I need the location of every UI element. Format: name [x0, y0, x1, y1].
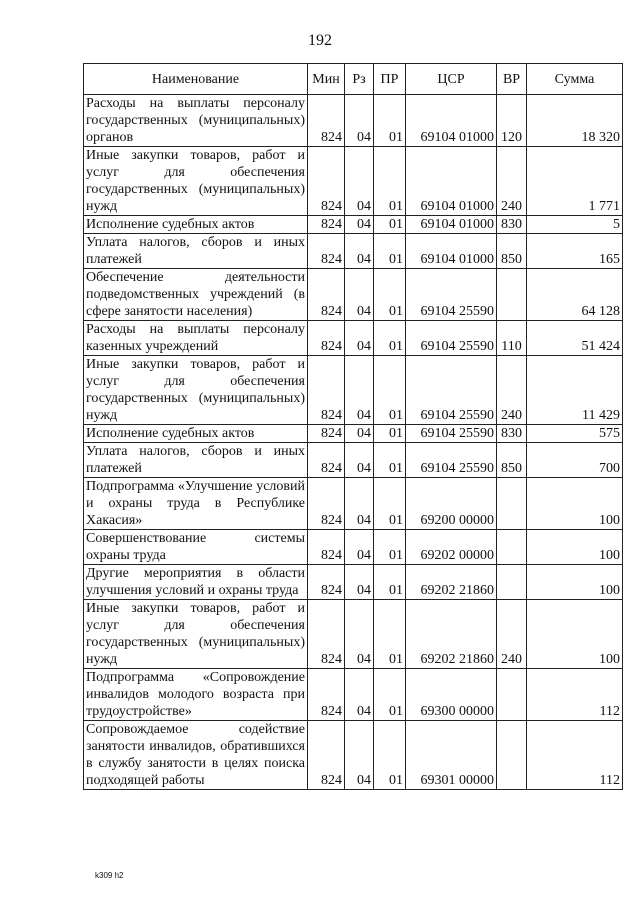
row-vr: 240 — [497, 600, 527, 669]
page-number: 192 — [308, 32, 332, 49]
row-csr: 69104 01000 — [406, 216, 497, 234]
row-rz: 04 — [345, 721, 374, 790]
row-min: 824 — [308, 216, 345, 234]
row-pr: 01 — [374, 443, 406, 478]
row-min: 824 — [308, 321, 345, 356]
row-sum: 5 — [527, 216, 623, 234]
row-name: Уплата налогов, сборов и иных платежей — [84, 443, 308, 478]
table-row — [84, 530, 623, 565]
table-row — [84, 234, 623, 269]
row-min: 824 — [308, 269, 345, 321]
row-min: 824 — [308, 530, 345, 565]
row-min: 824 — [308, 478, 345, 530]
row-pr: 01 — [374, 721, 406, 790]
row-sum: 100 — [527, 565, 623, 600]
row-sum: 100 — [527, 478, 623, 530]
row-min: 824 — [308, 147, 345, 216]
row-rz: 04 — [345, 600, 374, 669]
row-vr: 110 — [497, 321, 527, 356]
row-name: Обеспечение деятельности подведомственных учреждений (в сфере занятости населения) — [84, 269, 308, 321]
row-csr: 69104 25590 — [406, 269, 497, 321]
row-rz: 04 — [345, 565, 374, 600]
row-name: Исполнение судебных актов — [84, 425, 308, 443]
row-pr: 01 — [374, 147, 406, 216]
row-min: 824 — [308, 600, 345, 669]
row-rz: 04 — [345, 425, 374, 443]
row-sum: 100 — [527, 530, 623, 565]
row-sum: 700 — [527, 443, 623, 478]
row-rz: 04 — [345, 530, 374, 565]
row-vr — [497, 478, 527, 530]
row-vr: 830 — [497, 425, 527, 443]
row-csr: 69104 25590 — [406, 356, 497, 425]
footer-code: k309 h2 — [95, 871, 124, 880]
table-row — [84, 600, 623, 669]
row-csr: 69202 21860 — [406, 600, 497, 669]
row-name: Подпрограмма «Улучшение условий и охраны труда в Республике Хакасия» — [84, 478, 308, 530]
row-vr: 240 — [497, 147, 527, 216]
row-name: Иные закупки товаров, работ и услуг для обеспечения государственных (муниципальных) нужд — [84, 600, 308, 669]
row-name: Другие мероприятия в области улучшения условий и охраны труда — [84, 565, 308, 600]
row-pr: 01 — [374, 478, 406, 530]
table-row — [84, 269, 623, 321]
column-header-csr: ЦСР — [406, 64, 497, 95]
row-csr: 69104 01000 — [406, 147, 497, 216]
row-sum: 1 771 — [527, 147, 623, 216]
table-row — [84, 425, 623, 443]
row-rz: 04 — [345, 269, 374, 321]
row-csr: 69104 01000 — [406, 234, 497, 269]
row-sum: 64 128 — [527, 269, 623, 321]
row-pr: 01 — [374, 530, 406, 565]
row-pr: 01 — [374, 216, 406, 234]
row-csr: 69104 25590 — [406, 321, 497, 356]
column-header-min: Мин — [308, 64, 345, 95]
row-vr — [497, 721, 527, 790]
table-row — [84, 321, 623, 356]
row-min: 824 — [308, 669, 345, 721]
row-pr: 01 — [374, 95, 406, 147]
row-sum: 18 320 — [527, 95, 623, 147]
row-vr — [497, 530, 527, 565]
row-rz: 04 — [345, 95, 374, 147]
row-csr: 69104 25590 — [406, 425, 497, 443]
row-name: Подпрограмма «Сопровождение инвалидов молодого возраста при трудоустройстве» — [84, 669, 308, 721]
table-row — [84, 95, 623, 147]
row-pr: 01 — [374, 234, 406, 269]
row-sum: 100 — [527, 600, 623, 669]
row-sum: 51 424 — [527, 321, 623, 356]
row-vr — [497, 565, 527, 600]
row-rz: 04 — [345, 147, 374, 216]
row-sum: 165 — [527, 234, 623, 269]
table-body — [84, 95, 623, 790]
row-name: Уплата налогов, сборов и иных платежей — [84, 234, 308, 269]
row-min: 824 — [308, 95, 345, 147]
table-row — [84, 565, 623, 600]
table-row — [84, 443, 623, 478]
row-min: 824 — [308, 356, 345, 425]
budget-table — [83, 63, 623, 790]
row-name: Иные закупки товаров, работ и услуг для обеспечения государственных (муниципальных) нужд — [84, 147, 308, 216]
row-csr: 69301 00000 — [406, 721, 497, 790]
row-rz: 04 — [345, 669, 374, 721]
column-header-pr: ПР — [374, 64, 406, 95]
column-header-vr: ВР — [497, 64, 527, 95]
row-min: 824 — [308, 425, 345, 443]
column-header-rz: Рз — [345, 64, 374, 95]
row-csr: 69104 01000 — [406, 95, 497, 147]
row-name: Исполнение судебных актов — [84, 216, 308, 234]
row-vr: 850 — [497, 443, 527, 478]
row-csr: 69202 00000 — [406, 530, 497, 565]
row-sum: 112 — [527, 721, 623, 790]
table-row — [84, 721, 623, 790]
row-vr — [497, 269, 527, 321]
row-vr — [497, 669, 527, 721]
row-pr: 01 — [374, 321, 406, 356]
row-min: 824 — [308, 721, 345, 790]
row-min: 824 — [308, 443, 345, 478]
table-row — [84, 669, 623, 721]
row-rz: 04 — [345, 234, 374, 269]
row-rz: 04 — [345, 216, 374, 234]
row-vr: 850 — [497, 234, 527, 269]
row-sum: 112 — [527, 669, 623, 721]
table-row — [84, 478, 623, 530]
table-row — [84, 216, 623, 234]
row-pr: 01 — [374, 565, 406, 600]
row-csr: 69300 00000 — [406, 669, 497, 721]
row-name: Иные закупки товаров, работ и услуг для обеспечения государственных (муниципальных) нужд — [84, 356, 308, 425]
row-vr: 120 — [497, 95, 527, 147]
row-min: 824 — [308, 234, 345, 269]
table-row — [84, 147, 623, 216]
row-pr: 01 — [374, 356, 406, 425]
row-rz: 04 — [345, 478, 374, 530]
row-name: Расходы на выплаты персоналу государственных (муниципальных) органов — [84, 95, 308, 147]
row-pr: 01 — [374, 600, 406, 669]
row-csr: 69200 00000 — [406, 478, 497, 530]
row-rz: 04 — [345, 321, 374, 356]
row-rz: 04 — [345, 356, 374, 425]
row-sum: 11 429 — [527, 356, 623, 425]
row-name: Расходы на выплаты персоналу казенных учреждений — [84, 321, 308, 356]
row-name: Совершенствование системы охраны труда — [84, 530, 308, 565]
row-pr: 01 — [374, 269, 406, 321]
column-header-name: Наименование — [84, 64, 308, 95]
table-header-row — [84, 64, 623, 95]
row-vr: 830 — [497, 216, 527, 234]
row-pr: 01 — [374, 669, 406, 721]
row-csr: 69104 25590 — [406, 443, 497, 478]
row-name: Сопровождаемое содействие занятости инвалидов, обратившихся в службу занятости в целях поиска подходящей работы — [84, 721, 308, 790]
row-rz: 04 — [345, 443, 374, 478]
row-sum: 575 — [527, 425, 623, 443]
row-csr: 69202 21860 — [406, 565, 497, 600]
row-pr: 01 — [374, 425, 406, 443]
row-vr: 240 — [497, 356, 527, 425]
row-min: 824 — [308, 565, 345, 600]
column-header-sum: Сумма — [527, 64, 623, 95]
table-row — [84, 356, 623, 425]
